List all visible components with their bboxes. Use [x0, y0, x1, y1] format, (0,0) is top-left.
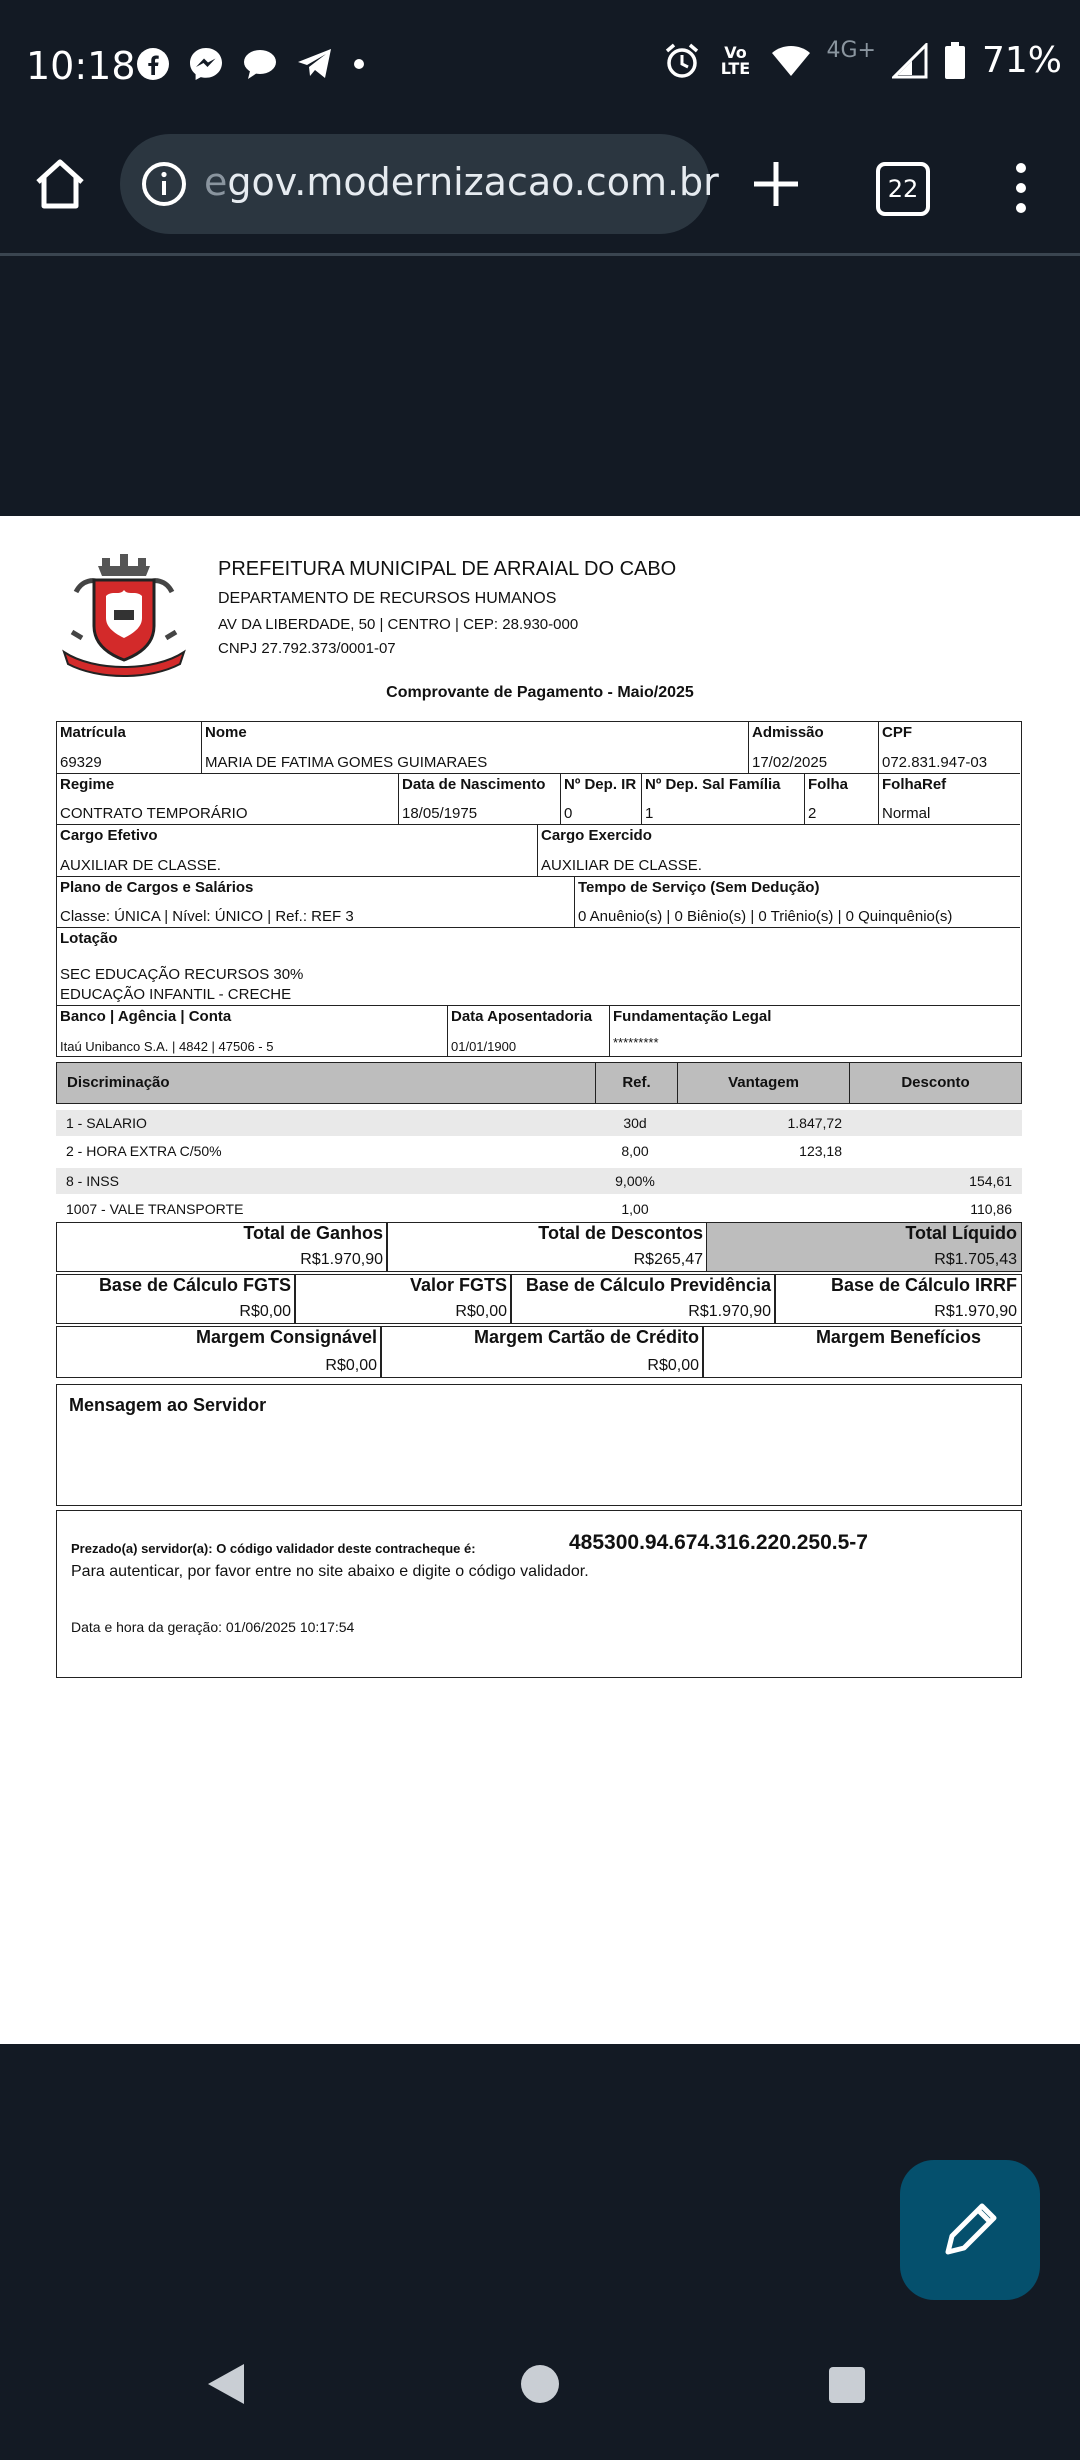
- folha-cell: [805, 774, 879, 825]
- row-desconto: 110,86: [970, 1201, 1012, 1217]
- status-bar: [0, 0, 1080, 130]
- regime-value: CONTRATO TEMPORÁRIO: [60, 805, 248, 822]
- more-menu-icon[interactable]: [1006, 160, 1036, 216]
- volte-icon: Vo LTE: [720, 42, 751, 78]
- lotacao-cell: [57, 928, 1020, 1006]
- facebook-icon: [136, 47, 170, 81]
- col-desconto: Desconto: [849, 1063, 1021, 1103]
- valor-fgts-value: R$0,00: [455, 1303, 507, 1320]
- nome-cell: [202, 722, 749, 774]
- base-irrf-label: Base de Cálculo IRRF: [830, 1275, 1017, 1295]
- folha-label: Folha: [808, 776, 848, 793]
- cargo-efetivo-label: Cargo Efetivo: [60, 827, 158, 844]
- message-label: Mensagem ao Servidor: [69, 1395, 267, 1415]
- total-ganhos-label: Total de Ganhos: [243, 1223, 383, 1243]
- folharef-value: Normal: [882, 805, 931, 822]
- total-liquido-value: R$1.705,43: [934, 1251, 1017, 1268]
- back-icon[interactable]: [206, 2362, 248, 2406]
- validator-box: [56, 1510, 1022, 1678]
- dep-ir-label: Nº Dep. IR: [564, 776, 637, 793]
- battery-level: 71%: [981, 40, 1062, 81]
- battery-icon: [944, 42, 966, 80]
- col-discriminacao: Discriminação: [67, 1074, 170, 1091]
- plano-cell: [57, 877, 575, 928]
- margem-beneficios-cell: [702, 1326, 1022, 1378]
- margem-cartao-cell: [380, 1326, 704, 1378]
- margem-consignavel-label: Margem Consignável: [195, 1327, 377, 1347]
- cpf-label: CPF: [882, 724, 912, 741]
- header-address: AV DA LIBERDADE, 50 | CENTRO | CEP: 28.930-000: [218, 616, 579, 633]
- signal-icon: [892, 43, 928, 79]
- row-ref: 9,00%: [615, 1173, 655, 1189]
- nascimento-label: Data de Nascimento: [402, 776, 546, 793]
- total-ganhos-cell: [56, 1222, 388, 1272]
- validator-label: Prezado(a) servidor(a): O código validador deste contracheque é:: [71, 1541, 476, 1556]
- dot-icon: [352, 57, 366, 71]
- folharef-cell: [879, 774, 1020, 825]
- header-department: DEPARTAMENTO DE RECURSOS HUMANOS: [218, 590, 557, 607]
- valor-fgts-label: Valor FGTS: [409, 1275, 507, 1295]
- system-icons: [663, 40, 1063, 81]
- info-icon[interactable]: [140, 160, 188, 208]
- tempo-servico-value: 0 Anuênio(s) | 0 Biênio(s) | 0 Triênio(s) | 0 Quinquênio(s): [578, 908, 953, 925]
- total-descontos-label: Total de Descontos: [538, 1223, 703, 1243]
- dep-sal-label: Nº Dep. Sal Família: [645, 776, 781, 793]
- base-previdencia-value: R$1.970,90: [688, 1303, 771, 1320]
- row-desconto: 154,61: [969, 1173, 1012, 1189]
- table-row: [56, 1168, 1022, 1194]
- url-text-main: gov.modernizacao.com.br: [227, 160, 719, 204]
- matricula-cell: [57, 722, 202, 774]
- message-box: [56, 1384, 1022, 1506]
- regime-label: Regime: [60, 776, 115, 793]
- cargo-efetivo-cell: [57, 825, 538, 877]
- lotacao-label: Lotação: [60, 930, 118, 947]
- aposentadoria-value: 01/01/1900: [451, 1039, 517, 1054]
- table-row: [56, 1138, 1022, 1164]
- cpf-cell: [879, 722, 1020, 774]
- row-desc: 1007 - VALE TRANSPORTE: [66, 1201, 244, 1217]
- table-row: [56, 1196, 1022, 1222]
- home-nav-icon[interactable]: [520, 2364, 560, 2404]
- validator-instructions: Para autenticar, por favor entre no site abaixo e digite o código validador.: [71, 1563, 589, 1580]
- margem-cartao-label: Margem Cartão de Crédito: [473, 1327, 699, 1347]
- folha-value: 2: [808, 805, 817, 822]
- tempo-servico-label: Tempo de Serviço (Sem Dedução): [578, 879, 820, 896]
- folharef-label: FolhaRef: [882, 776, 947, 793]
- base-previdencia-label: Base de Cálculo Previdência: [525, 1275, 771, 1295]
- row-ref: 30d: [623, 1115, 647, 1131]
- dep-ir-value: 0: [564, 805, 573, 822]
- row-ref: 8,00: [621, 1143, 649, 1159]
- base-previdencia-cell: [510, 1274, 776, 1324]
- payslip-document: [0, 516, 1080, 2044]
- base-irrf-cell: [774, 1274, 1022, 1324]
- document-title: Comprovante de Pagamento - Maio/2025: [386, 684, 694, 701]
- cargo-exercido-value: AUXILIAR DE CLASSE.: [541, 857, 702, 874]
- aposentadoria-label: Data Aposentadoria: [451, 1008, 593, 1025]
- fundamentacao-label: Fundamentação Legal: [613, 1008, 772, 1025]
- col-ref: Ref.: [595, 1063, 677, 1103]
- address-bar[interactable]: [120, 134, 719, 234]
- row-desc: 8 - INSS: [66, 1173, 119, 1189]
- col-vantagem: Vantagem: [677, 1063, 849, 1103]
- nascimento-value: 18/05/1975: [402, 805, 478, 822]
- matricula-label: Matrícula: [60, 724, 126, 741]
- recents-icon[interactable]: [828, 2366, 866, 2404]
- row-ref: 1,00: [621, 1201, 649, 1217]
- banco-value: Itaú Unibanco S.A. | 4842 | 47506 - 5: [60, 1039, 274, 1054]
- margem-beneficios-label: Margem Benefícios: [815, 1327, 981, 1347]
- new-tab-icon[interactable]: [750, 158, 802, 210]
- row-vantagem: 123,18: [799, 1143, 842, 1159]
- banco-cell: [57, 1006, 448, 1056]
- row-desc: 2 - HORA EXTRA C/50%: [66, 1143, 222, 1159]
- base-irrf-value: R$1.970,90: [934, 1303, 1017, 1320]
- generation-timestamp: Data e hora da geração: 01/06/2025 10:17:54: [71, 1619, 355, 1635]
- margem-cartao-value: R$0,00: [647, 1357, 699, 1374]
- notification-icons: [136, 46, 366, 82]
- cargo-exercido-cell: [538, 825, 1020, 877]
- city-coat-of-arms-logo: [58, 552, 190, 678]
- system-nav-bar: [0, 2340, 1080, 2460]
- tab-switcher-button[interactable]: 22: [876, 162, 930, 216]
- banco-label: Banco | Agência | Conta: [60, 1008, 232, 1025]
- earnings-table-header: [56, 1062, 1022, 1104]
- base-fgts-cell: [56, 1274, 296, 1324]
- base-fgts-label: Base de Cálculo FGTS: [98, 1275, 291, 1295]
- status-time: 10:18: [26, 44, 136, 88]
- fundamentacao-cell: [610, 1006, 1020, 1056]
- base-fgts-value: R$0,00: [239, 1303, 291, 1320]
- nome-value: MARIA DE FATIMA GOMES GUIMARAES: [205, 754, 488, 771]
- fundamentacao-value: *********: [613, 1035, 659, 1050]
- messenger-icon: [188, 46, 224, 82]
- home-icon[interactable]: [30, 154, 90, 214]
- margem-consignavel-cell: [56, 1326, 382, 1378]
- cpf-value: 072.831.947-03: [882, 754, 988, 771]
- chat-bubble-icon: [242, 47, 278, 81]
- employee-info-grid: [56, 721, 1022, 1057]
- alarm-icon: [663, 42, 701, 80]
- plano-label: Plano de Cargos e Salários: [60, 879, 254, 896]
- header-title: PREFEITURA MUNICIPAL DE ARRAIAL DO CABO: [218, 558, 677, 580]
- admissao-cell: [749, 722, 879, 774]
- plano-value: Classe: ÚNICA | Nível: ÚNICO | Ref.: REF 3: [60, 908, 354, 925]
- total-descontos-cell: [386, 1222, 708, 1272]
- lotacao-line-2: EDUCAÇÃO INFANTIL - CRECHE: [60, 986, 292, 1003]
- lotacao-line-1: SEC EDUCAÇÃO RECURSOS 30%: [60, 966, 304, 983]
- telegram-icon: [296, 47, 334, 81]
- total-liquido-label: Total Líquido: [905, 1223, 1017, 1243]
- table-row: [56, 1110, 1022, 1136]
- total-liquido-cell: [706, 1222, 1022, 1272]
- regime-cell: [57, 774, 399, 825]
- row-desc: 1 - SALARIO: [66, 1115, 147, 1131]
- dep-ir-cell: [561, 774, 642, 825]
- url-text-faded: e: [204, 160, 228, 204]
- edit-fab-button[interactable]: [900, 2160, 1040, 2300]
- header-cnpj: CNPJ 27.792.373/0001-07: [218, 640, 396, 657]
- admissao-label: Admissão: [752, 724, 824, 741]
- margem-consignavel-value: R$0,00: [325, 1357, 377, 1374]
- row-vantagem: 1.847,72: [787, 1115, 842, 1131]
- valor-fgts-cell: [294, 1274, 512, 1324]
- cargo-exercido-label: Cargo Exercido: [541, 827, 652, 844]
- network-type: 4G+: [826, 38, 876, 63]
- total-ganhos-value: R$1.970,90: [300, 1251, 383, 1268]
- admissao-value: 17/02/2025: [752, 754, 828, 771]
- nascimento-cell: [399, 774, 561, 825]
- nome-label: Nome: [205, 724, 247, 741]
- cargo-efetivo-value: AUXILIAR DE CLASSE.: [60, 857, 221, 874]
- url-text[interactable]: [204, 160, 719, 204]
- wifi-icon: [771, 44, 811, 78]
- aposentadoria-cell: [448, 1006, 610, 1056]
- dep-sal-value: 1: [645, 805, 654, 822]
- total-descontos-value: R$265,47: [633, 1251, 703, 1268]
- toolbar-divider: [0, 253, 1080, 256]
- pencil-icon: [900, 2160, 1040, 2300]
- tempo-servico-cell: [575, 877, 1020, 928]
- dep-sal-cell: [642, 774, 805, 825]
- matricula-value: 69329: [60, 754, 102, 771]
- validator-code: 485300.94.674.316.220.250.5-7: [569, 1531, 868, 1554]
